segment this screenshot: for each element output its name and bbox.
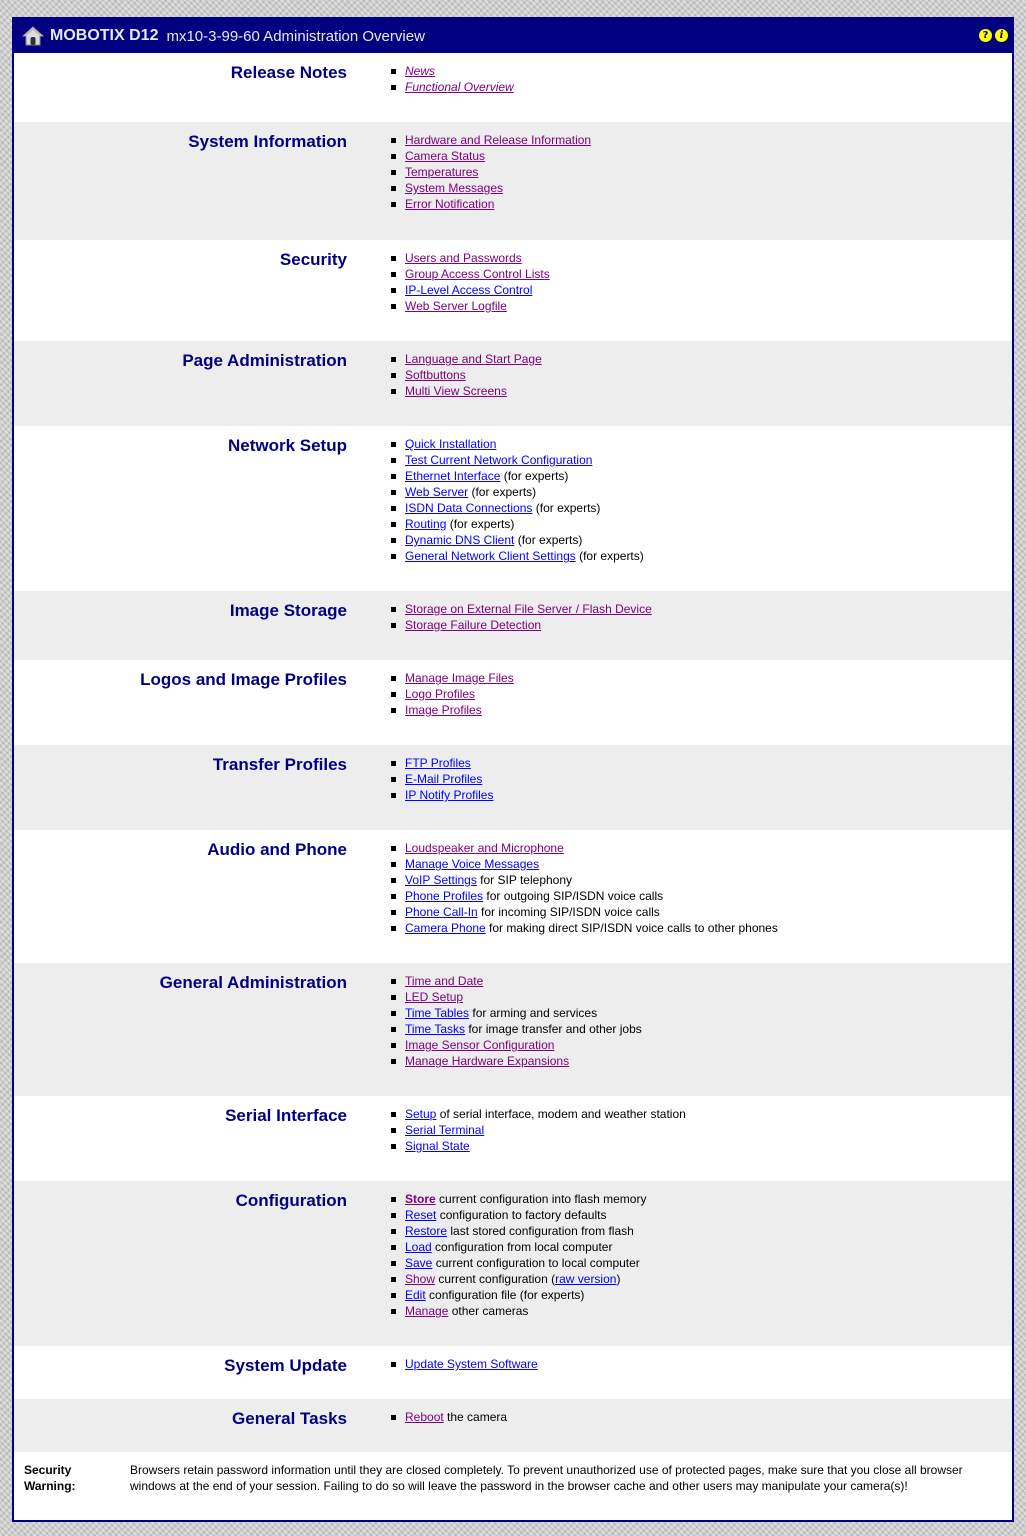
link-description: (for experts): [468, 485, 537, 499]
link-ethernet-interface[interactable]: Ethernet Interface: [405, 469, 501, 483]
section-security: [14, 240, 1012, 341]
link-description: for incoming SIP/ISDN voice calls: [477, 905, 660, 919]
section-general-tasks: [14, 1399, 1012, 1452]
section-heading: Security: [279, 250, 347, 269]
section-configuration: [14, 1181, 1012, 1346]
list-item: [390, 180, 591, 196]
link-ip-notify-profiles[interactable]: IP Notify Profiles: [405, 788, 494, 802]
link-softbuttons[interactable]: Softbuttons: [405, 368, 466, 382]
link-phone-call-in[interactable]: Phone Call-In: [405, 905, 478, 919]
section-system-update: [14, 1346, 1012, 1399]
link-storage-failure-detection[interactable]: Storage Failure Detection: [405, 618, 542, 632]
link-manage-voice-messages[interactable]: Manage Voice Messages: [405, 857, 540, 871]
section-heading: Transfer Profiles: [212, 755, 347, 774]
link-phone-profiles[interactable]: Phone Profiles: [405, 889, 484, 903]
link-show[interactable]: Show: [405, 1272, 436, 1286]
list-item: [390, 771, 493, 787]
list-item: [390, 989, 642, 1005]
section-links: [347, 240, 550, 341]
link-description: the camera: [443, 1410, 508, 1424]
list-item: [390, 755, 493, 771]
list-item: [390, 840, 778, 856]
list-item: [390, 1303, 646, 1319]
list-item: [390, 164, 591, 180]
security-warning-label: [14, 1462, 130, 1494]
title-bar: [14, 19, 1012, 53]
section-list: [14, 53, 1012, 1452]
list-item: [390, 1005, 642, 1021]
link-manage-image-files[interactable]: Manage Image Files: [405, 671, 514, 685]
list-item: [390, 702, 514, 718]
link-storage-on-external-file-server-flash-device[interactable]: Storage on External File Server / Flash Device: [405, 602, 652, 616]
list-item: [390, 351, 542, 367]
link-description: (for experts): [514, 533, 583, 547]
list-item: [390, 1255, 646, 1271]
link-ftp-profiles[interactable]: FTP Profiles: [405, 756, 471, 770]
section-links: [347, 660, 514, 745]
section-logos-and-image-profiles: [14, 660, 1012, 745]
list-item: [390, 1356, 538, 1372]
list-item: [390, 436, 644, 452]
list-item: [390, 856, 778, 872]
link-web-server-logfile[interactable]: Web Server Logfile: [405, 299, 507, 313]
link-manage[interactable]: Manage: [405, 1304, 449, 1318]
section-heading: Audio and Phone: [207, 840, 347, 859]
link-description: for image transfer and other jobs: [465, 1022, 642, 1036]
section-image-storage: [14, 591, 1012, 660]
link-image-profiles[interactable]: Image Profiles: [405, 703, 482, 717]
list-item: [390, 500, 644, 516]
list-item: [390, 1053, 642, 1069]
link-system-messages[interactable]: System Messages: [405, 181, 504, 195]
link-edit[interactable]: Edit: [405, 1288, 426, 1302]
section-page-administration: [14, 341, 1012, 426]
link-save[interactable]: Save: [405, 1256, 433, 1270]
section-links: [347, 745, 493, 830]
section-heading: Network Setup: [227, 436, 347, 455]
section-links: [347, 122, 591, 240]
home-icon[interactable]: [22, 25, 44, 47]
section-links: [347, 341, 542, 426]
link-multi-view-screens[interactable]: Multi View Screens: [405, 384, 507, 398]
link-restore[interactable]: Restore: [405, 1224, 448, 1238]
link-routing[interactable]: Routing: [405, 517, 447, 531]
list-item: [390, 1138, 686, 1154]
list-item: [390, 973, 642, 989]
link-description: for outgoing SIP/ISDN voice calls: [483, 889, 664, 903]
list-item: [390, 532, 644, 548]
list-item: [390, 670, 514, 686]
link-signal-state[interactable]: Signal State: [405, 1139, 470, 1153]
list-item: [390, 132, 591, 148]
link-image-sensor-configuration[interactable]: Image Sensor Configuration: [405, 1038, 555, 1052]
list-item: [390, 1037, 642, 1053]
link-description: configuration to factory defaults: [436, 1208, 607, 1222]
link-reset[interactable]: Reset: [405, 1208, 437, 1222]
section-links: [347, 1399, 507, 1452]
link-voip-settings[interactable]: VoIP Settings: [405, 873, 477, 887]
link-logo-profiles[interactable]: Logo Profiles: [405, 687, 476, 701]
list-item: [390, 282, 550, 298]
link-e-mail-profiles[interactable]: E-Mail Profiles: [405, 772, 483, 786]
link-functional-overview[interactable]: Functional Overview: [405, 80, 514, 94]
list-item: [390, 468, 644, 484]
security-warning-text: Browsers retain password information until they are closed completely. To prevent unauthorized use of protected pages, make sure that you close all browser windows at the end of your session. Failing to do so will leave the password in the browser cache and other users may manipulate your camera(s)!: [130, 1463, 963, 1493]
link-description: for making direct SIP/ISDN voice calls to other phones: [485, 921, 778, 935]
section-links: [347, 1181, 646, 1346]
list-item: [390, 266, 550, 282]
link-setup[interactable]: Setup: [405, 1107, 437, 1121]
list-item: [390, 383, 542, 399]
section-links: [347, 53, 514, 122]
link-description: other cameras: [448, 1304, 529, 1318]
page-title: mx10-3-99-60 Administration Overview: [166, 27, 425, 45]
link-reboot[interactable]: Reboot: [405, 1410, 444, 1424]
link-description: current configuration (: [435, 1272, 556, 1286]
list-item: [390, 686, 514, 702]
list-item: [390, 617, 652, 633]
link-group-access-control-lists[interactable]: Group Access Control Lists: [405, 267, 550, 281]
section-audio-and-phone: [14, 830, 1012, 963]
list-item: [390, 1271, 646, 1287]
header-icons: [979, 29, 1008, 42]
list-item: [390, 1122, 686, 1138]
link-camera-status[interactable]: Camera Status: [405, 149, 486, 163]
link-web-server[interactable]: Web Server: [405, 485, 469, 499]
link-language-and-start-page[interactable]: Language and Start Page: [405, 352, 542, 366]
link-temperatures[interactable]: Temperatures: [405, 165, 479, 179]
section-heading: Release Notes: [230, 63, 347, 82]
section-links: [347, 963, 642, 1096]
list-item: [390, 872, 778, 888]
link-description: configuration file (for experts): [425, 1288, 585, 1302]
link-error-notification[interactable]: Error Notification: [405, 197, 495, 211]
link-isdn-data-connections[interactable]: ISDN Data Connections: [405, 501, 533, 515]
warning-label-line2: Warning:: [24, 1479, 76, 1493]
link-users-and-passwords[interactable]: Users and Passwords: [405, 251, 522, 265]
list-item: [390, 1021, 642, 1037]
section-release-notes: [14, 53, 1012, 122]
link-description: current configuration into flash memory: [435, 1192, 647, 1206]
link-description: (for experts): [500, 469, 569, 483]
link-led-setup[interactable]: LED Setup: [405, 990, 464, 1004]
link-hardware-and-release-information[interactable]: Hardware and Release Information: [405, 133, 592, 147]
section-links: [347, 1346, 538, 1399]
list-item: [390, 920, 778, 936]
section-heading: Serial Interface: [225, 1106, 347, 1125]
list-item: [390, 787, 493, 803]
section-heading: Image Storage: [229, 601, 347, 620]
list-item: [390, 250, 550, 266]
link-description: (for experts): [532, 501, 601, 515]
list-item: [390, 452, 644, 468]
section-links: [347, 426, 644, 591]
list-item: [390, 298, 550, 314]
link-dynamic-dns-client[interactable]: Dynamic DNS Client: [405, 533, 515, 547]
section-network-setup: [14, 426, 1012, 591]
list-item: [390, 548, 644, 564]
list-item: [390, 1287, 646, 1303]
link-description-end: ): [616, 1272, 621, 1286]
list-item: [390, 367, 542, 383]
link-description: current configuration to local computer: [432, 1256, 640, 1270]
section-links: [347, 830, 778, 963]
section-general-administration: [14, 963, 1012, 1096]
list-item: [390, 79, 514, 95]
list-item: [390, 888, 778, 904]
link-description: (for experts): [575, 549, 644, 563]
list-item: [390, 1239, 646, 1255]
link-ip-level-access-control[interactable]: IP-Level Access Control: [405, 283, 533, 297]
list-item: [390, 1223, 646, 1239]
link-serial-terminal[interactable]: Serial Terminal: [405, 1123, 485, 1137]
link-description: (for experts): [446, 517, 515, 531]
link-store[interactable]: Store: [405, 1192, 436, 1206]
section-serial-interface: [14, 1096, 1012, 1181]
list-item: [390, 1207, 646, 1223]
link-load[interactable]: Load: [405, 1240, 432, 1254]
list-item: [390, 484, 644, 500]
section-links: [347, 1096, 686, 1181]
link-description: last stored configuration from flash: [447, 1224, 634, 1238]
link-general-network-client-settings[interactable]: General Network Client Settings: [405, 549, 576, 563]
link-manage-hardware-expansions[interactable]: Manage Hardware Expansions: [405, 1054, 570, 1068]
section-heading: General Administration: [159, 973, 347, 992]
section-heading: Page Administration: [182, 351, 347, 370]
section-heading: System Information: [188, 132, 347, 151]
section-heading: General Tasks: [232, 1409, 347, 1428]
link-description: for SIP telephony: [476, 873, 573, 887]
warning-label-line1: Security: [24, 1463, 72, 1477]
link-description: for arming and services: [469, 1006, 598, 1020]
list-item: [390, 516, 644, 532]
list-item: [390, 601, 652, 617]
link-news[interactable]: News: [405, 64, 436, 78]
section-heading: Logos and Image Profiles: [140, 670, 347, 689]
list-item: [390, 196, 591, 212]
list-item: [390, 63, 514, 79]
link-time-and-date[interactable]: Time and Date: [405, 974, 484, 988]
link-description: configuration from local computer: [431, 1240, 613, 1254]
list-item: [390, 148, 591, 164]
list-item: [390, 1106, 686, 1122]
link-quick-installation[interactable]: Quick Installation: [405, 437, 497, 451]
link-camera-phone[interactable]: Camera Phone: [405, 921, 486, 935]
section-heading: Configuration: [235, 1191, 347, 1210]
admin-overview-frame: [12, 17, 1014, 1522]
list-item: [390, 904, 778, 920]
link-raw-version[interactable]: raw version: [555, 1272, 617, 1286]
link-time-tables[interactable]: Time Tables: [405, 1006, 470, 1020]
link-time-tasks[interactable]: Time Tasks: [405, 1022, 466, 1036]
brand-name: MOBOTIX D12: [50, 27, 159, 44]
link-loudspeaker-and-microphone[interactable]: Loudspeaker and Microphone: [405, 841, 564, 855]
section-transfer-profiles: [14, 745, 1012, 830]
link-test-current-network-configuration[interactable]: Test Current Network Configuration: [405, 453, 593, 467]
link-update-system-software[interactable]: Update System Software: [405, 1357, 538, 1371]
security-warning: [14, 1452, 1012, 1494]
section-links: [347, 591, 652, 660]
section-heading: System Update: [224, 1356, 347, 1375]
help-icon[interactable]: ?: [979, 29, 992, 42]
section-system-information: [14, 122, 1012, 240]
link-description: of serial interface, modem and weather station: [436, 1107, 686, 1121]
info-icon[interactable]: i: [995, 29, 1008, 42]
list-item: [390, 1409, 507, 1425]
list-item: [390, 1191, 646, 1207]
